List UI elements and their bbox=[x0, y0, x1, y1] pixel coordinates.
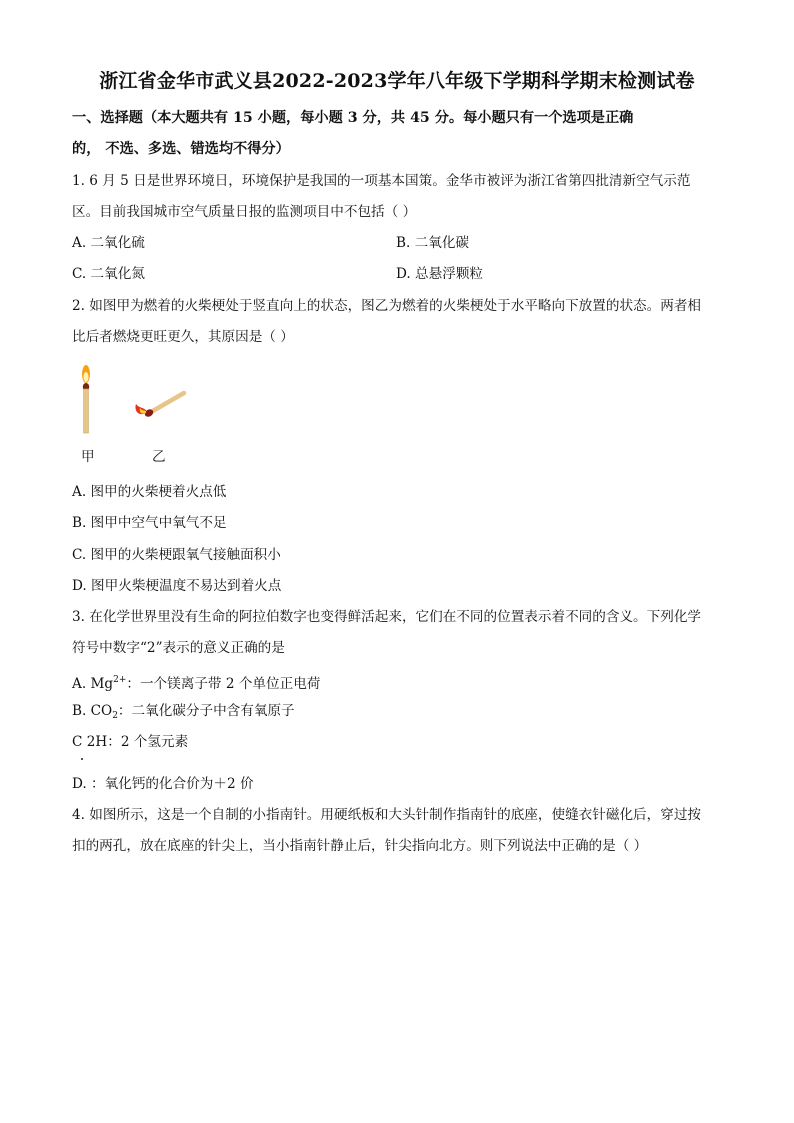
q1-option-c: C. 二氧化氮 bbox=[72, 266, 145, 282]
q3-option-a-text: ：一个镁离子带 2 个单位正电荷 bbox=[126, 676, 321, 692]
match-figure bbox=[72, 360, 202, 436]
q3-option-b bbox=[72, 701, 295, 726]
q2-option-b: B. 图甲中空气中氧气不足 bbox=[72, 515, 227, 531]
q3-stem-line2: 符号中数字“2”表示的意义正确的是 bbox=[72, 640, 285, 656]
q3-option-a bbox=[72, 670, 320, 694]
q3-stem-line1: 3. 在化学世界里没有生命的阿拉伯数字也变得鲜活起来，它们在不同的位置表示着不同的含义。下列化学 bbox=[72, 609, 702, 625]
fig-label-yi: 乙 bbox=[152, 449, 166, 465]
section-heading-line2: 的， 不选、多选、错选均不得分） bbox=[72, 141, 290, 157]
q3-option-c: C 2H：2 个氢元素 bbox=[72, 734, 189, 750]
q4-stem-line2: 扣的两孔，放在底座的针尖上，当小指南针静止后，针尖指向北方。则下列说法中正确的是（ ） bbox=[72, 838, 648, 854]
q3-option-b-subscript: 2 bbox=[112, 711, 118, 721]
q1-option-d: D. 总悬浮颗粒 bbox=[396, 266, 484, 282]
section-heading-line1: 一、选择题（本大题共有 15 小题，每小题 3 分，共 45 分。每小题只有一个选项是正确 bbox=[72, 110, 634, 126]
q1-stem-line1: 1. 6 月 5 日是世界环境日，环境保护是我国的一项基本国策。金华市被评为浙江省第四批清新空气示范 bbox=[72, 173, 691, 189]
q2-option-a: A. 图甲的火柴梗着火点低 bbox=[72, 484, 227, 500]
q2-option-d: D. 图甲火柴梗温度不易达到着火点 bbox=[72, 578, 282, 594]
q3-option-b-text: ：二氧化碳分子中含有氧原子 bbox=[117, 703, 295, 719]
q1-option-b: B. 二氧化碳 bbox=[396, 235, 470, 251]
tilted-match-icon bbox=[135, 393, 184, 418]
q1-stem-line2: 区。目前我国城市空气质量日报的监测项目中不包括（ ） bbox=[72, 204, 417, 220]
q3-option-a-symbol: A. Mg bbox=[72, 676, 114, 692]
q3-option-c-dot bbox=[81, 758, 83, 760]
q3-option-a-superscript: 2+ bbox=[113, 675, 127, 685]
q2-stem-line2: 比后者燃烧更旺更久，其原因是（ ） bbox=[72, 329, 294, 345]
q2-option-c: C. 图甲的火柴梗跟氧气接触面积小 bbox=[72, 547, 281, 563]
q2-stem-line1: 2. 如图甲为燃着的火柴梗处于竖直向上的状态，图乙为燃着的火柴梗处于水平略向下放置的状态。两者相 bbox=[72, 298, 702, 314]
exam-title: 浙江省金华市武义县2022-2023学年八年级下学期科学期末检测试卷 bbox=[99, 70, 695, 92]
q3-option-b-symbol: B. CO bbox=[72, 703, 113, 719]
q4-stem-line1: 4. 如图所示，这是一个自制的小指南针。用硬纸板和大头针制作指南针的底座，使缝衣针磁化后，穿过按 bbox=[72, 807, 702, 823]
q3-option-d: D. ：氧化钙的化合价为＋2 价 bbox=[72, 776, 254, 792]
fig-label-jia: 甲 bbox=[81, 449, 95, 465]
q1-option-a: A. 二氧化硫 bbox=[72, 235, 145, 251]
vertical-match-icon bbox=[82, 365, 90, 433]
